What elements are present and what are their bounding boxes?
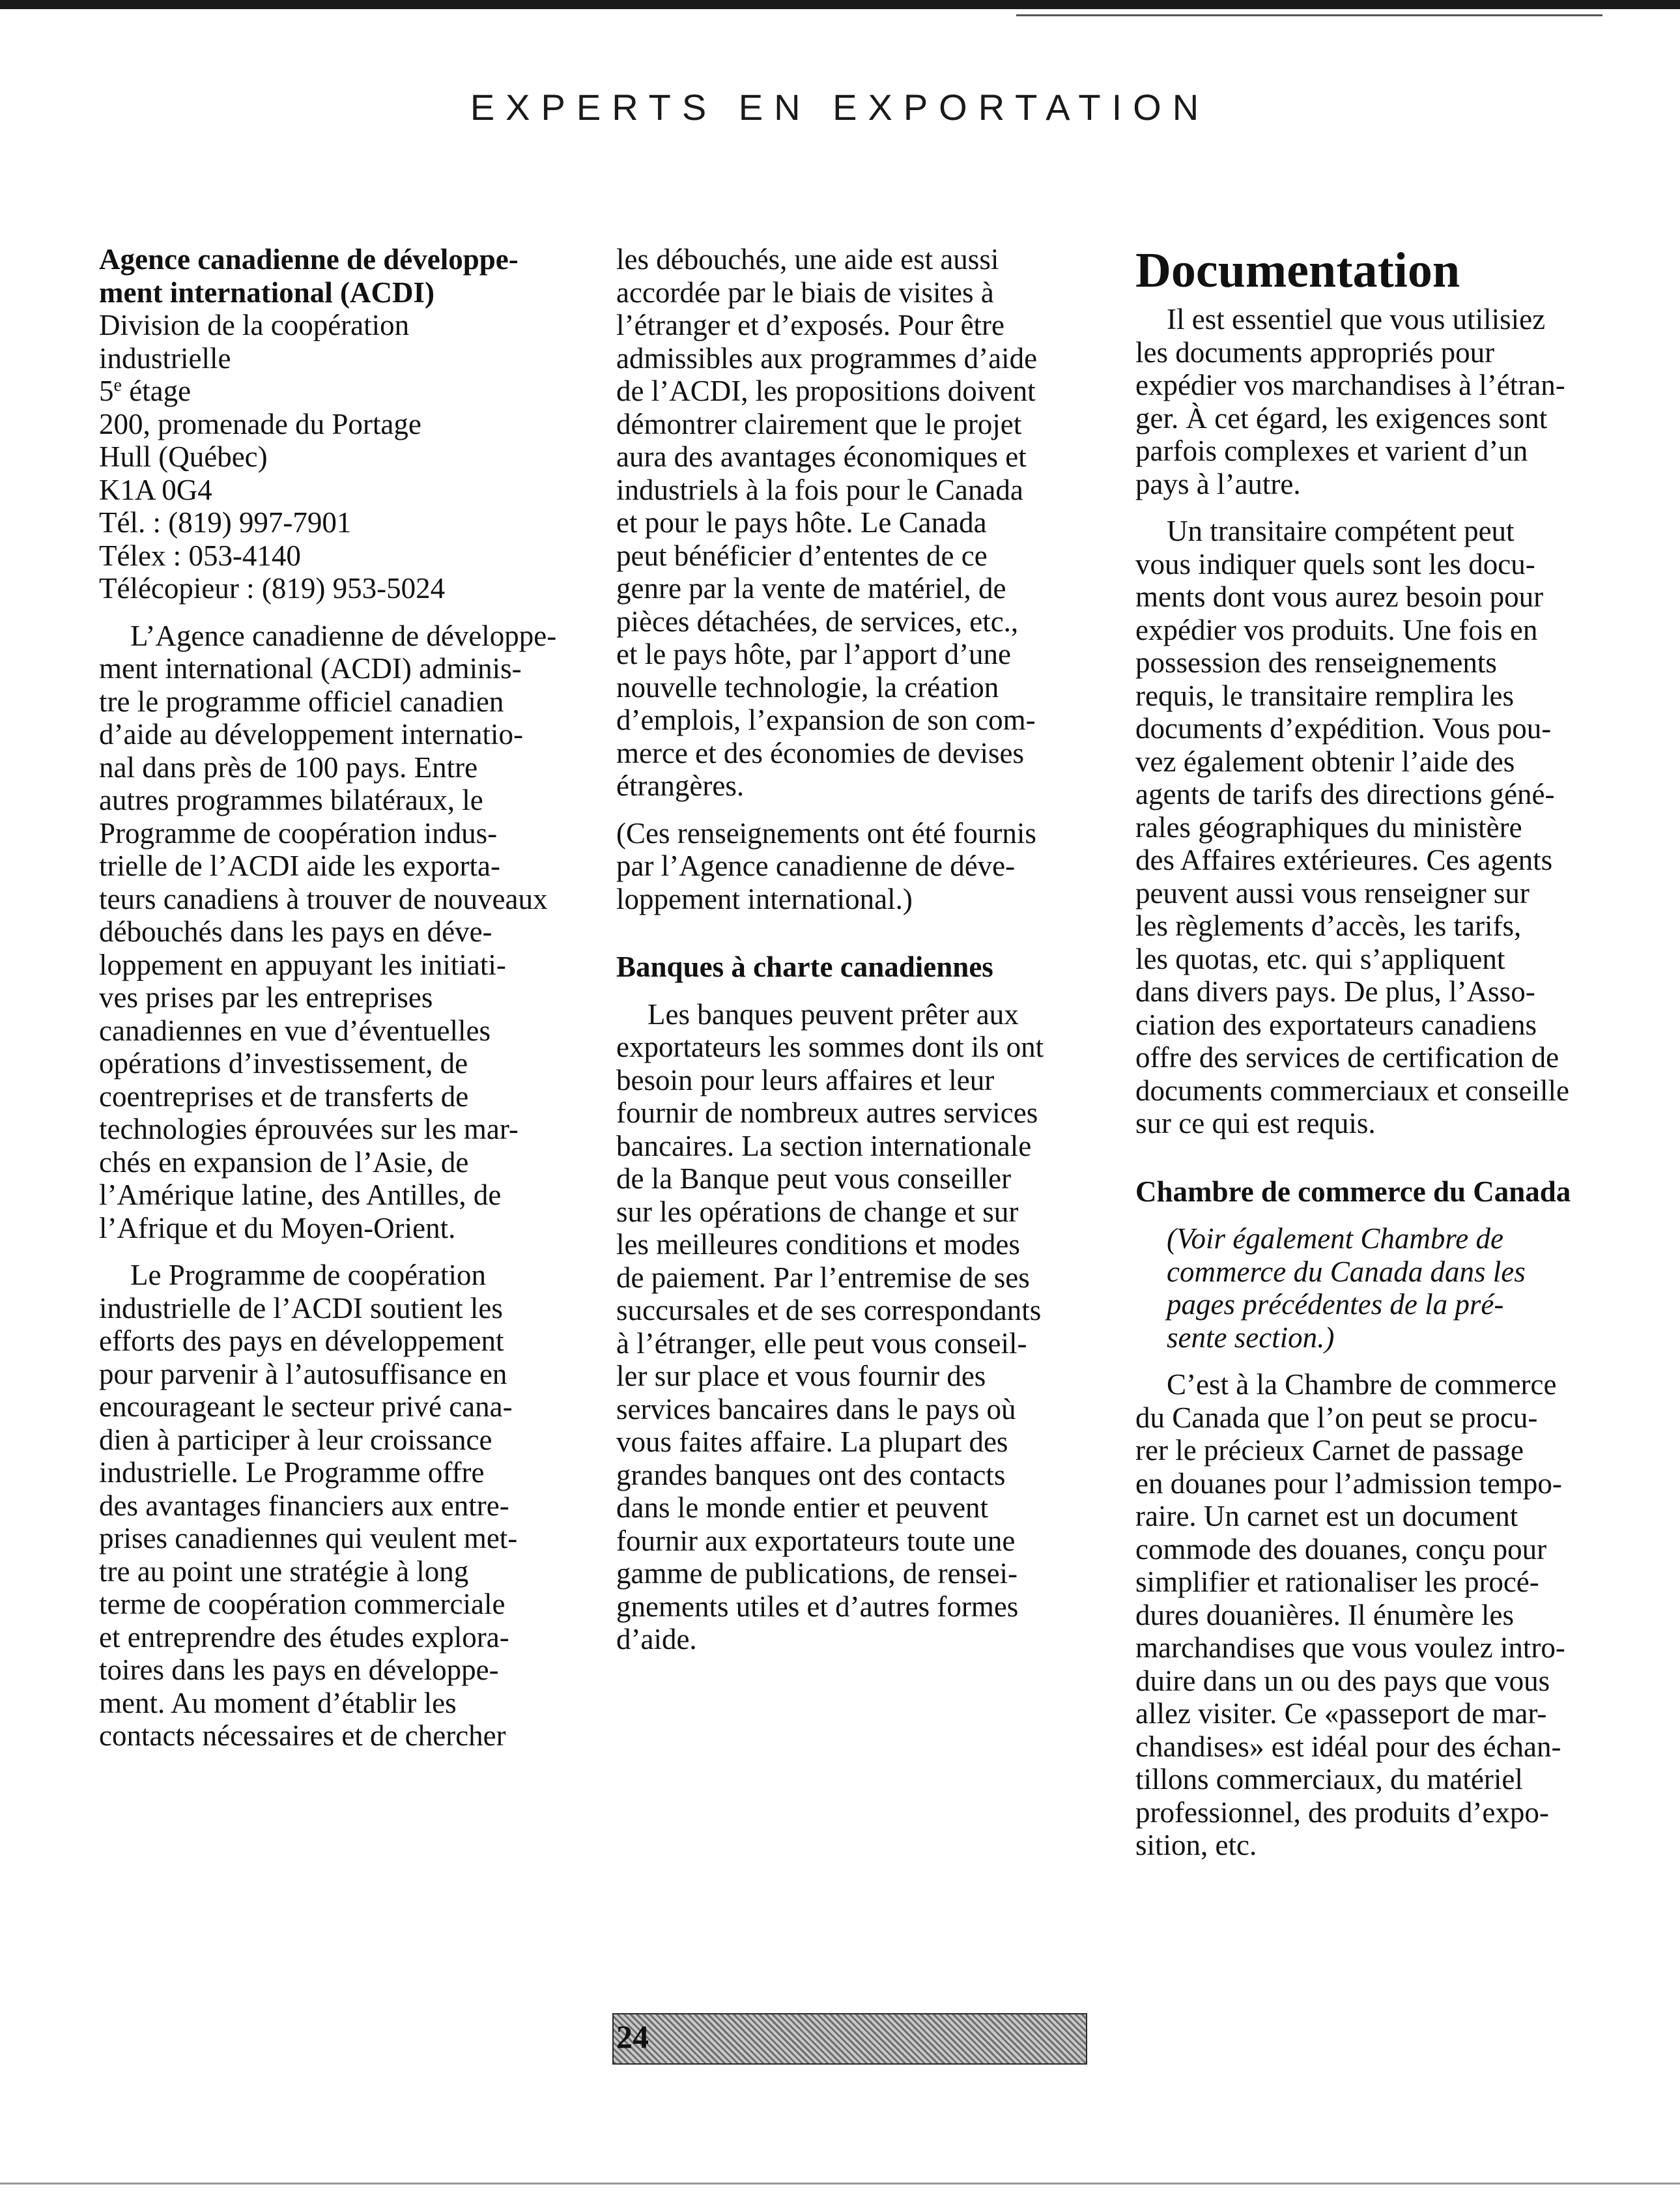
text-line: Tél. : (819) 997-7901 <box>99 506 352 539</box>
text-line: coentreprises et de transferts de <box>99 1080 469 1113</box>
subheading-banques: Banques à charte canadiennes <box>616 951 993 983</box>
text-line: trielle de l’ACDI aide les exporta- <box>99 850 501 882</box>
text-line: ves prises par les entreprises <box>99 981 433 1014</box>
spacer <box>99 605 581 620</box>
floor-number: 5 <box>99 375 114 407</box>
entry-title <box>99 243 581 309</box>
text-line: par l’Agence canadienne de déve- <box>616 850 1016 882</box>
spacer <box>616 984 1085 998</box>
text-line: nal dans près de 100 pays. Entre <box>99 751 478 784</box>
text-line: sur les opérations de change et sur <box>616 1195 1019 1228</box>
text-line: efforts des pays en développement <box>99 1325 504 1357</box>
text-line: encourageant le secteur privé cana- <box>99 1390 513 1423</box>
text-line: à l’étranger, elle peut vous conseil- <box>616 1326 1027 1360</box>
text-line: K1A 0G4 <box>99 473 212 506</box>
text-line: loppement international.) <box>616 882 913 915</box>
page-number: 24 <box>616 2018 649 2055</box>
italic-note <box>1135 1222 1604 1354</box>
spacer <box>1135 1208 1604 1222</box>
text-line: en douanes pour l’admission tempo- <box>1135 1467 1562 1500</box>
text-line: d’aide. <box>616 1623 697 1655</box>
text-line: ment. Au moment d’établir les <box>99 1686 457 1719</box>
text-line: sition, etc. <box>1135 1829 1257 1861</box>
column-2 <box>616 243 1085 1656</box>
text-line: dans le monde entier et peuvent <box>616 1491 989 1524</box>
text-line: toires dans les pays en développe- <box>99 1654 499 1686</box>
text-line: ler sur place et vous fournir des <box>616 1360 986 1392</box>
text-line: ment international (ACDI) <box>99 276 434 309</box>
text-line: pièces détachées, de services, etc., <box>616 605 1019 638</box>
text-line: accordée par le biais de visites à <box>616 276 994 309</box>
top-rule-thin <box>1016 14 1602 16</box>
text-line: ments dont vous aurez besoin pour <box>1135 580 1544 613</box>
running-head: EXPERTS EN EXPORTATION <box>470 87 1210 128</box>
paragraph <box>616 817 1085 916</box>
text-line: tre le programme officiel canadien <box>99 685 504 718</box>
text-line: industrielle <box>99 341 231 375</box>
text-line: autres programmes bilatéraux, le <box>99 784 483 816</box>
text-line: ciation des exportateurs canadiens <box>1135 1008 1537 1041</box>
paragraph <box>1135 1368 1604 1862</box>
text-line: peut bénéficier d’ententes de ce <box>616 539 988 572</box>
floor-word: étage <box>121 375 192 407</box>
text-line: parfois complexes et varient d’un <box>1135 435 1528 467</box>
ordinal-superscript: e <box>113 375 122 395</box>
text-line: les règlements d’accès, les tarifs, <box>1135 909 1522 942</box>
text-line: dien à participer à leur croissance <box>99 1423 492 1456</box>
text-line: Les banques peuvent prêter aux <box>648 997 1019 1031</box>
text-line: ment international (ACDI) adminis- <box>99 652 522 685</box>
section-title: Documentation <box>1135 243 1460 298</box>
bottom-rule <box>0 2183 1680 2184</box>
text-line: fournir aux exportateurs toute une <box>616 1524 1016 1557</box>
spacer <box>1135 1140 1604 1175</box>
text-line: les quotas, etc. qui s’appliquent <box>1135 942 1505 975</box>
text-line: fournir de nombreux autres services <box>616 1096 1038 1129</box>
text-line: chés en expansion de l’Asie, de <box>99 1145 469 1179</box>
text-line: C’est à la Chambre de commerce <box>1167 1368 1557 1401</box>
text-line: chandises» est idéal pour des échan- <box>1135 1730 1561 1763</box>
text-line: Télécopieur : (819) 953-5024 <box>99 572 446 605</box>
text-line: vous indiquer quels sont les docu- <box>1135 547 1535 580</box>
text-line: commode des douanes, conçu pour <box>1135 1532 1547 1566</box>
text-line: Un transitaire compétent peut <box>1167 515 1515 547</box>
text-line: démontrer clairement que le projet <box>616 407 1022 440</box>
address-block <box>99 309 581 605</box>
text-line: Le Programme de coopération <box>130 1259 487 1291</box>
text-line: les documents appropriés pour <box>1135 336 1495 369</box>
text-line: Hull (Québec) <box>99 440 268 473</box>
text-line: services bancaires dans le pays où <box>616 1392 1016 1425</box>
text-line: expédier vos marchandises à l’étran- <box>1135 369 1565 401</box>
text-line: industriels à la fois pour le Canada <box>616 473 1023 506</box>
text-line: ger. À cet égard, les exigences sont <box>1135 401 1548 435</box>
text-line: bancaires. La section internationale <box>616 1129 1032 1162</box>
top-rule <box>0 0 1680 9</box>
text-line: grandes banques ont des contacts <box>616 1458 1006 1491</box>
text-line: Il est essentiel que vous utilisiez <box>1167 303 1546 336</box>
text-line: nouvelle technologie, la création <box>616 670 999 704</box>
spacer <box>1135 1354 1604 1368</box>
text-line: des avantages financiers aux entre- <box>99 1489 509 1522</box>
text-line: l’étranger et d’exposés. Pour être <box>616 309 1005 341</box>
text-line: professionnel, des produits d’expo- <box>1135 1796 1549 1829</box>
text-line: (Ces renseignements ont été fournis <box>616 816 1036 850</box>
text-line: opérations d’investissement, de <box>99 1047 468 1080</box>
text-line: Division de la coopération <box>99 309 410 341</box>
paragraph <box>1135 515 1604 1140</box>
text-line: besoin pour leurs affaires et leur <box>616 1063 995 1096</box>
text-line: marchandises que vous voulez intro- <box>1135 1631 1565 1664</box>
text-line: rales géographiques du ministère <box>1135 810 1522 844</box>
text-line: merce et des économies de devises <box>616 736 1025 769</box>
spacer <box>616 915 1085 951</box>
text-line: L’Agence canadienne de développe- <box>130 619 557 652</box>
column-1 <box>99 243 581 1753</box>
text-line: rer le précieux Carnet de passage <box>1135 1434 1524 1467</box>
text-line: genre par la vente de matériel, de <box>616 572 1006 605</box>
text-line: des Affaires extérieures. Ces agents <box>1135 844 1553 876</box>
text-line: (Voir également Chambre de <box>1167 1222 1503 1255</box>
text-line: industrielle de l’ACDI soutient les <box>99 1291 503 1325</box>
text-line: gnements utiles et d’autres formes <box>616 1590 1019 1623</box>
text-line: Télex : 053-4140 <box>99 539 301 572</box>
spacer <box>1135 500 1604 515</box>
text-line: et le pays hôte, par l’apport d’une <box>616 638 1012 670</box>
text-line: Programme de coopération indus- <box>99 816 498 850</box>
subheading-chambre: Chambre de commerce du Canada <box>1135 1175 1571 1208</box>
text-line: raire. Un carnet est un document <box>1135 1500 1518 1532</box>
text-line: commerce du Canada dans les <box>1167 1255 1526 1288</box>
text-line: et entreprendre des études explora- <box>99 1620 509 1654</box>
text-line: simplifier et rationaliser les procé- <box>1135 1566 1539 1598</box>
text-line: duire dans un ou des pays que vous <box>1135 1664 1550 1697</box>
text-line: tillons commerciaux, du matériel <box>1135 1763 1523 1796</box>
spacer <box>99 1244 581 1259</box>
text-line: les meilleures conditions et modes <box>616 1228 1020 1261</box>
text-line: succursales et de ses correspondants <box>616 1294 1042 1326</box>
text-line: étrangères. <box>616 769 745 802</box>
text-line: gamme de publications, de rensei- <box>616 1557 1018 1590</box>
text-line: d’aide au développement internatio- <box>99 718 523 751</box>
text-line: agents de tarifs des directions géné- <box>1135 778 1555 810</box>
spacer <box>616 803 1085 817</box>
text-line: requis, le transitaire remplira les <box>1135 679 1515 712</box>
text-line: pays à l’autre. <box>1135 467 1301 500</box>
text-line: possession des renseignements <box>1135 646 1497 679</box>
text-line: l’Amérique latine, des Antilles, de <box>99 1179 502 1211</box>
text-line: teurs canadiens à trouver de nouveaux <box>99 882 548 915</box>
paragraph <box>1135 303 1604 500</box>
text-line: pages précédentes de la pré- <box>1167 1288 1504 1321</box>
text-line: vez également obtenir l’aide des <box>1135 745 1515 778</box>
text-line: sente section.) <box>1167 1321 1335 1354</box>
text-line: sur ce qui est requis. <box>1135 1107 1376 1139</box>
column-3 <box>1135 243 1604 1862</box>
text-line: peuvent aussi vous renseigner sur <box>1135 876 1530 909</box>
text-line: Agence canadienne de développe- <box>99 243 519 276</box>
text-line: allez visiter. Ce «passeport de mar- <box>1135 1697 1547 1730</box>
text-line: d’emplois, l’expansion de son com- <box>616 704 1036 736</box>
text-line: admissibles aux programmes d’aide <box>616 341 1038 375</box>
text-line: pour parvenir à l’autosuffisance en <box>99 1357 507 1390</box>
text-line: documents commerciaux et conseille <box>1135 1074 1570 1107</box>
paragraph <box>616 243 1085 803</box>
text-line: tre au point une stratégie à long <box>99 1554 469 1588</box>
text-line: de paiement. Par l’entremise de ses <box>616 1261 1030 1294</box>
text-line: prises canadiennes qui veulent met- <box>99 1522 518 1554</box>
text-line: débouchés dans les pays en déve- <box>99 915 492 948</box>
text-line: technologies éprouvées sur les mar- <box>99 1113 519 1145</box>
paragraph <box>616 998 1085 1656</box>
text-line: aura des avantages économiques et <box>616 440 1027 473</box>
text-line: de l’ACDI, les propositions doivent <box>616 375 1036 407</box>
text-line: les débouchés, une aide est aussi <box>616 243 999 276</box>
text-line: et pour le pays hôte. Le Canada <box>616 506 987 539</box>
text-line: offre des services de certification de <box>1135 1041 1559 1074</box>
text-line: vous faites affaire. La plupart des <box>616 1425 1008 1458</box>
text-line: du Canada que l’on peut se procu- <box>1135 1401 1538 1434</box>
text-line: loppement en appuyant les initiati- <box>99 948 506 981</box>
text-line: exportateurs les sommes dont ils ont <box>616 1031 1044 1063</box>
text-line: documents d’expédition. Vous pou- <box>1135 712 1552 745</box>
text-line: dures douanières. Il énumère les <box>1135 1598 1515 1631</box>
paragraph <box>99 620 581 1245</box>
text-line: contacts nécessaires et de chercher <box>99 1719 506 1752</box>
text-line: terme de coopération commerciale <box>99 1588 505 1620</box>
text-line: expédier vos produits. Une fois en <box>1135 613 1538 646</box>
floor-line <box>99 375 581 408</box>
page-number-box <box>612 2013 1087 2065</box>
text-line: dans divers pays. De plus, l’Asso- <box>1135 975 1535 1008</box>
text-line: l’Afrique et du Moyen-Orient. <box>99 1211 456 1244</box>
text-line: canadiennes en vue d’éventuelles <box>99 1014 491 1047</box>
text-line: industrielle. Le Programme offre <box>99 1456 485 1489</box>
text-line: 200, promenade du Portage <box>99 407 421 440</box>
text-line: de la Banque peut vous conseiller <box>616 1162 1012 1195</box>
paragraph <box>99 1259 581 1753</box>
